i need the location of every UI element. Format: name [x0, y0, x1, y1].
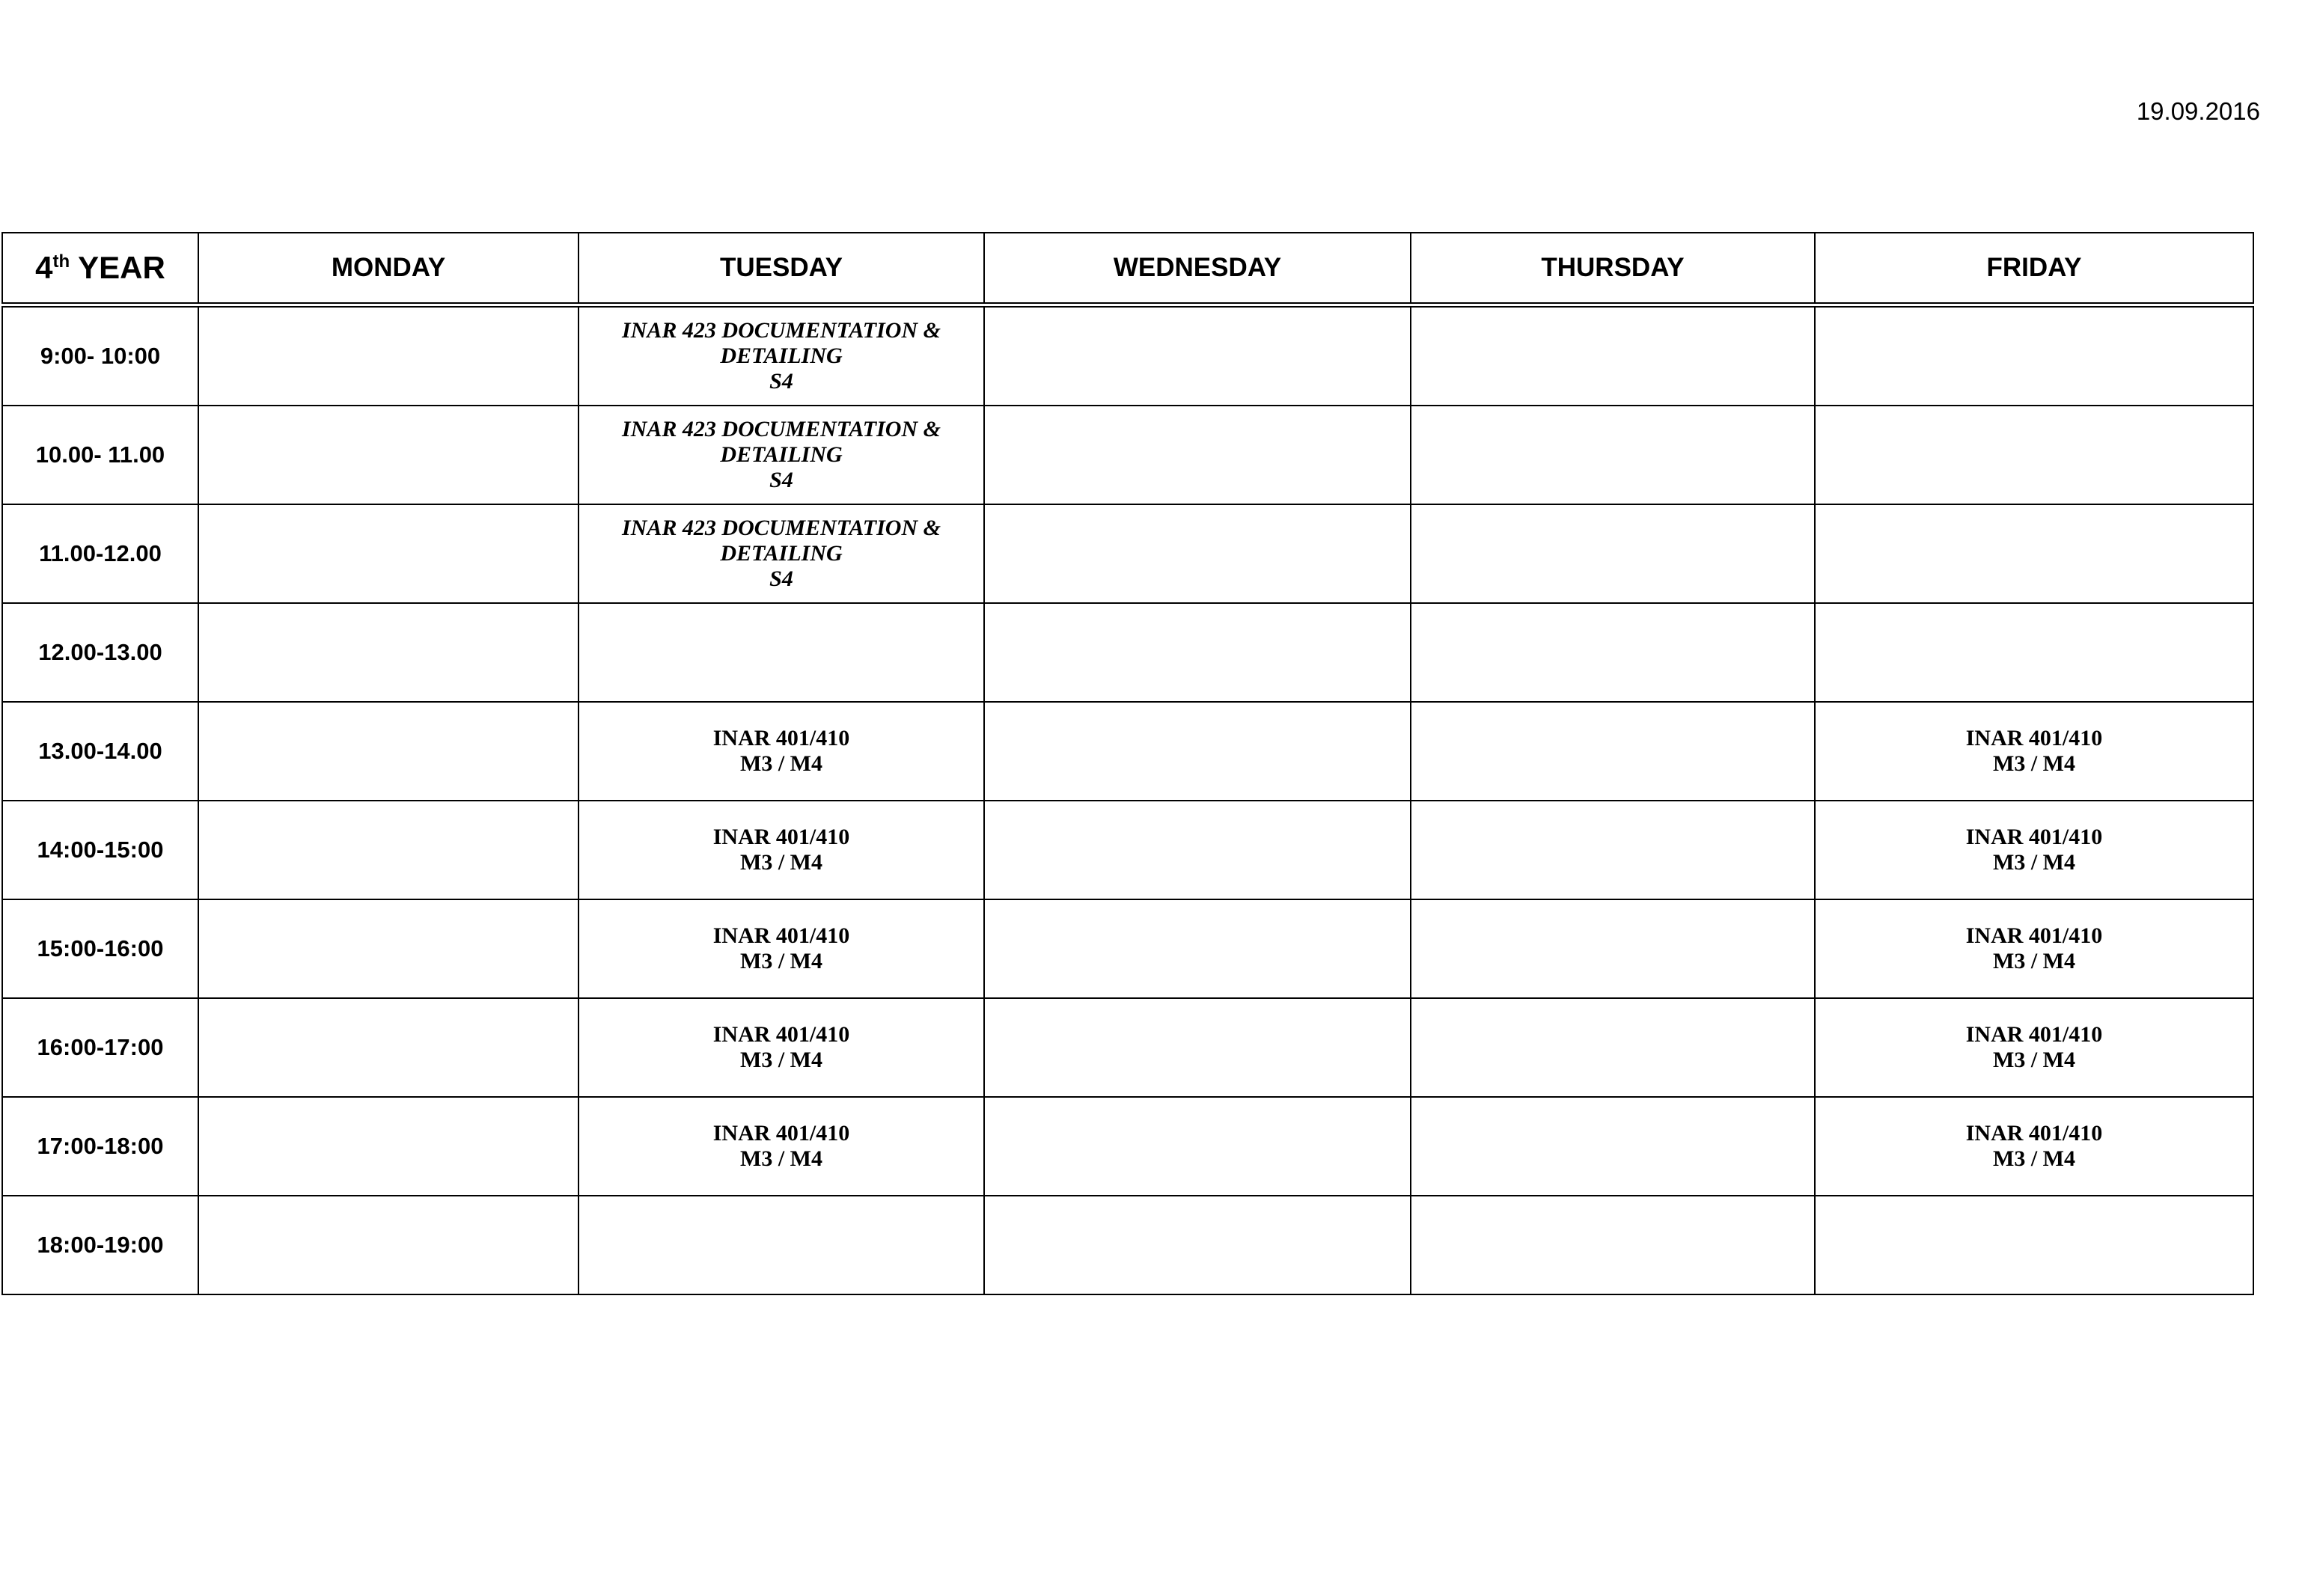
course-entry: [1816, 825, 2253, 875]
cell-friday: [1815, 998, 2253, 1097]
cell-monday: [198, 702, 578, 801]
course-entry: [1816, 923, 2253, 974]
time-slot-label: 12.00-13.00: [2, 603, 198, 702]
day-header-tuesday: TUESDAY: [578, 233, 984, 305]
course-entry: [579, 516, 983, 592]
cell-wednesday: [984, 702, 1411, 801]
document-date: 19.09.2016: [2136, 97, 2260, 125]
cell-monday: [198, 305, 578, 406]
cell-friday: [1815, 1097, 2253, 1196]
course-line: S4: [769, 468, 793, 492]
time-slot-label: 14:00-15:00: [2, 801, 198, 899]
cell-tuesday: [578, 998, 984, 1097]
course-line: M3 / M4: [1993, 1048, 2075, 1072]
cell-thursday: [1411, 801, 1815, 899]
course-entry: [579, 923, 983, 974]
cell-wednesday: [984, 406, 1411, 504]
course-entry: [579, 1121, 983, 1172]
year-word: YEAR: [78, 250, 165, 285]
cell-tuesday: [578, 603, 984, 702]
table-row: [2, 998, 2253, 1097]
course-line: DETAILING: [720, 541, 843, 566]
cell-wednesday: [984, 504, 1411, 603]
cell-wednesday: [984, 899, 1411, 998]
cell-thursday: [1411, 305, 1815, 406]
time-slot-label: 15:00-16:00: [2, 899, 198, 998]
time-slot-label: 11.00-12.00: [2, 504, 198, 603]
course-entry: [1816, 1121, 2253, 1172]
cell-wednesday: [984, 1196, 1411, 1294]
table-row: [2, 1196, 2253, 1294]
cell-thursday: [1411, 1097, 1815, 1196]
time-slot-label: 9:00- 10:00: [2, 305, 198, 406]
cell-monday: [198, 1196, 578, 1294]
table-row: [2, 504, 2253, 603]
course-line: INAR 401/410: [1965, 923, 2103, 948]
timetable-body: [2, 305, 2253, 1295]
course-line: S4: [769, 566, 793, 591]
cell-tuesday: [578, 702, 984, 801]
course-line: M3 / M4: [740, 949, 822, 973]
year-header: [2, 233, 198, 305]
course-entry: [1816, 1022, 2253, 1073]
year-number: 4: [35, 250, 53, 285]
cell-monday: [198, 1097, 578, 1196]
course-line: M3 / M4: [740, 1048, 822, 1072]
course-line: INAR 423 DOCUMENTATION &: [622, 516, 941, 540]
cell-monday: [198, 504, 578, 603]
table-row: [2, 603, 2253, 702]
course-line: M3 / M4: [740, 850, 822, 875]
cell-friday: [1815, 603, 2253, 702]
cell-friday: [1815, 406, 2253, 504]
cell-wednesday: [984, 801, 1411, 899]
cell-friday: [1815, 1196, 2253, 1294]
course-entry: [579, 318, 983, 394]
timetable: [1, 232, 2254, 1295]
cell-friday: [1815, 305, 2253, 406]
course-line: M3 / M4: [1993, 751, 2075, 776]
cell-thursday: [1411, 1196, 1815, 1294]
time-slot-label: 18:00-19:00: [2, 1196, 198, 1294]
time-slot-label: 10.00- 11.00: [2, 406, 198, 504]
cell-thursday: [1411, 899, 1815, 998]
header-row: [2, 233, 2253, 305]
cell-thursday: [1411, 603, 1815, 702]
course-entry: [579, 726, 983, 777]
course-line: INAR 401/410: [712, 726, 850, 750]
cell-tuesday: [578, 801, 984, 899]
table-row: [2, 1097, 2253, 1196]
course-line: INAR 401/410: [1965, 825, 2103, 849]
cell-monday: [198, 801, 578, 899]
time-slot-label: 16:00-17:00: [2, 998, 198, 1097]
course-line: M3 / M4: [1993, 949, 2075, 973]
course-line: DETAILING: [720, 343, 843, 368]
course-line: INAR 401/410: [712, 923, 850, 948]
cell-tuesday: [578, 899, 984, 998]
cell-tuesday: [578, 504, 984, 603]
course-line: INAR 401/410: [712, 1022, 850, 1047]
course-line: M3 / M4: [740, 751, 822, 776]
cell-tuesday: [578, 305, 984, 406]
cell-friday: [1815, 504, 2253, 603]
cell-monday: [198, 899, 578, 998]
cell-thursday: [1411, 406, 1815, 504]
course-line: INAR 401/410: [712, 1121, 850, 1146]
cell-thursday: [1411, 504, 1815, 603]
day-header-thursday: THURSDAY: [1411, 233, 1815, 305]
table-row: [2, 406, 2253, 504]
cell-thursday: [1411, 998, 1815, 1097]
course-entry: [579, 417, 983, 493]
cell-tuesday: [578, 406, 984, 504]
course-line: M3 / M4: [740, 1146, 822, 1171]
course-entry: [579, 1022, 983, 1073]
cell-friday: [1815, 702, 2253, 801]
cell-friday: [1815, 801, 2253, 899]
course-line: INAR 423 DOCUMENTATION &: [622, 417, 941, 441]
course-line: S4: [769, 369, 793, 394]
cell-tuesday: [578, 1097, 984, 1196]
course-line: INAR 401/410: [1965, 726, 2103, 750]
table-row: [2, 899, 2253, 998]
course-line: INAR 423 DOCUMENTATION &: [622, 318, 941, 343]
cell-wednesday: [984, 305, 1411, 406]
cell-tuesday: [578, 1196, 984, 1294]
table-row: [2, 305, 2253, 406]
time-slot-label: 17:00-18:00: [2, 1097, 198, 1196]
course-line: M3 / M4: [1993, 1146, 2075, 1171]
cell-wednesday: [984, 1097, 1411, 1196]
day-header-friday: FRIDAY: [1815, 233, 2253, 305]
table-row: [2, 702, 2253, 801]
table-row: [2, 801, 2253, 899]
cell-friday: [1815, 899, 2253, 998]
day-header-monday: MONDAY: [198, 233, 578, 305]
course-entry: [1816, 726, 2253, 777]
course-line: INAR 401/410: [712, 825, 850, 849]
course-line: INAR 401/410: [1965, 1121, 2103, 1146]
cell-monday: [198, 603, 578, 702]
day-header-wednesday: WEDNESDAY: [984, 233, 1411, 305]
course-entry: [579, 825, 983, 875]
course-line: INAR 401/410: [1965, 1022, 2103, 1047]
course-line: DETAILING: [720, 442, 843, 467]
course-line: M3 / M4: [1993, 850, 2075, 875]
timetable-header: [2, 233, 2253, 305]
year-ordinal-suffix: th: [52, 251, 70, 272]
cell-wednesday: [984, 998, 1411, 1097]
cell-thursday: [1411, 702, 1815, 801]
time-slot-label: 13.00-14.00: [2, 702, 198, 801]
cell-monday: [198, 998, 578, 1097]
cell-monday: [198, 406, 578, 504]
cell-wednesday: [984, 603, 1411, 702]
